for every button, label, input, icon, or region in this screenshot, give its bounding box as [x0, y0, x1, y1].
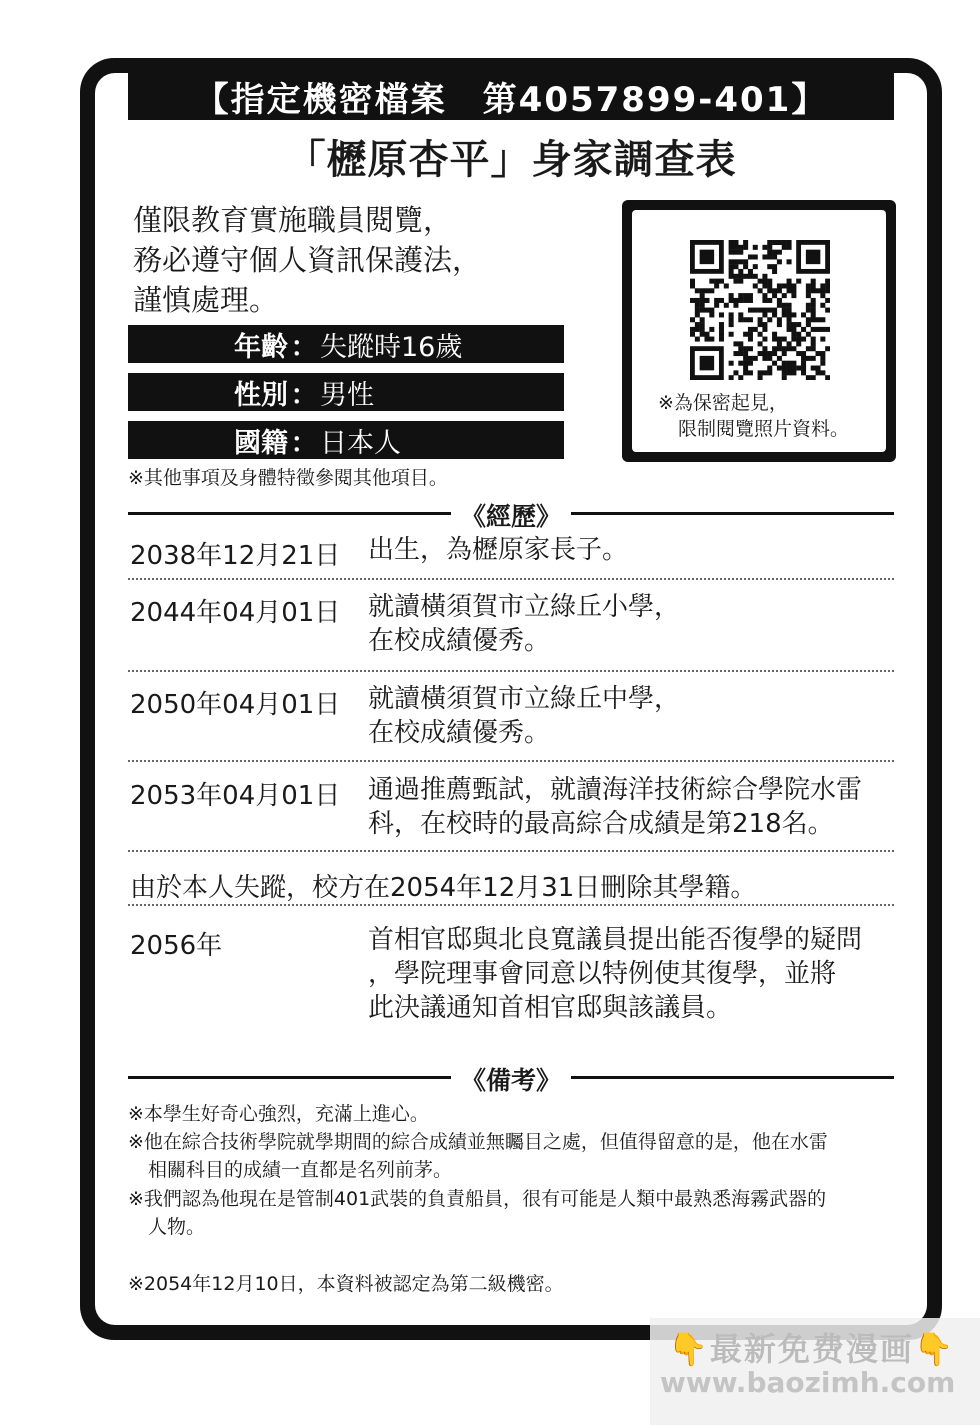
watermark-title: [668, 1324, 956, 1370]
history-event-line: 在校成績優秀。: [368, 718, 551, 748]
info-value: 男性: [320, 379, 374, 411]
history-date: 2044年04月01日: [130, 598, 341, 628]
info-bar-nationality: [128, 421, 564, 459]
photo-caption: [632, 390, 886, 442]
history-event: [368, 923, 862, 1025]
info-bar-gender: [128, 373, 564, 411]
info-label: 性別: [234, 379, 288, 411]
info-value: 日本人: [320, 427, 401, 459]
file-header-bar: [128, 72, 894, 120]
info-separator: ：: [290, 427, 318, 459]
classification-note: ※2054年12月10日，本資料被認定為第二級機密。: [128, 1273, 564, 1295]
remarks-heading-text: 《備考》: [451, 1066, 571, 1095]
history-date: 2053年04月01日: [130, 781, 341, 811]
history-event-line: 科，在校時的最高綜合成績是第218名。: [368, 809, 834, 839]
qr-code-icon: [690, 240, 830, 380]
history-heading: [128, 497, 894, 533]
history-date: 2038年12月21日: [130, 541, 341, 571]
hand-pointing-down-icon: 👇: [913, 1330, 956, 1368]
info-separator: ：: [290, 379, 318, 411]
history-event: [368, 590, 680, 658]
notice-line: 務必遵守個人資訊保護法，: [133, 243, 482, 277]
history-date: 2056年: [130, 931, 223, 961]
file-header-label: 【指定機密檔案 第4057899-401】: [194, 79, 828, 120]
history-event: [368, 773, 862, 841]
info-value: 失蹤時16歲: [320, 331, 463, 363]
notice-line: 僅限教育實施職員閱覽，: [133, 203, 453, 237]
remark-line: ※我們認為他現在是管制401武裝的負責船員，很有可能是人類中最熟悉海霧武器的: [128, 1188, 827, 1210]
watermark-title-text: 最新免费漫画: [709, 1330, 914, 1368]
remark-line: 人物。: [148, 1216, 206, 1238]
remarks-heading: [128, 1061, 894, 1097]
row-divider: [128, 850, 894, 852]
remark-item: [128, 1185, 898, 1241]
remark-item: [128, 1100, 898, 1128]
notice-line: 謹慎處理。: [133, 283, 279, 317]
remark-line: ※他在綜合技術學院就學期間的綜合成績並無矚目之處，但值得留意的是，他在水雷: [128, 1131, 828, 1153]
history-event-line: 在校成績優秀。: [368, 626, 551, 656]
history-heading-text: 《經歷》: [451, 502, 571, 531]
history-event: [368, 533, 628, 567]
remark-line: ※本學生好奇心強烈，充滿上進心。: [128, 1103, 429, 1125]
history-event-line: 出生，為櫪原家長子。: [368, 535, 629, 565]
hand-pointing-down-icon: 👇: [668, 1330, 710, 1368]
deletion-note: 由於本人失蹤，校方在2054年12月31日刪除其學籍。: [130, 873, 757, 903]
info-note: ※其他事項及身體特徵參閱其他項目。: [128, 467, 448, 489]
watermark-url: www.baozimh.com: [660, 1366, 956, 1399]
row-divider: [128, 578, 894, 580]
info-separator: ：: [290, 331, 318, 363]
access-notice: [133, 200, 481, 320]
history-date: 2050年04月01日: [130, 690, 341, 720]
remark-line: 相關科目的成績一直都是名列前茅。: [148, 1159, 453, 1181]
photo-caption-line: ※為保密起見，: [658, 392, 788, 414]
history-event-line: 通過推薦甄試，就讀海洋技術綜合學院水雷: [368, 775, 863, 805]
remark-item: [128, 1128, 898, 1184]
row-divider: [128, 760, 894, 762]
history-event: [368, 682, 680, 750]
info-label: 國籍: [234, 427, 288, 459]
history-event-line: 此決議通知首相官邸與該議員。: [368, 993, 733, 1023]
info-label: 年齡: [234, 331, 288, 363]
history-event-line: 就讀橫須賀市立綠丘小學，: [368, 592, 681, 622]
info-bar-age: [128, 325, 564, 363]
history-event-line: 就讀橫須賀市立綠丘中學，: [368, 684, 681, 714]
history-event-line: 首相官邸與北良寬議員提出能否復學的疑問: [368, 925, 863, 955]
history-event-line: ，學院理事會同意以特例使其復學，並將: [368, 959, 837, 989]
row-divider: [128, 670, 894, 672]
row-divider: [128, 904, 894, 906]
photo-caption-line: 限制閱覽照片資料。: [678, 418, 850, 440]
page-title: 「櫪原杏平」身家調查表: [285, 137, 737, 183]
